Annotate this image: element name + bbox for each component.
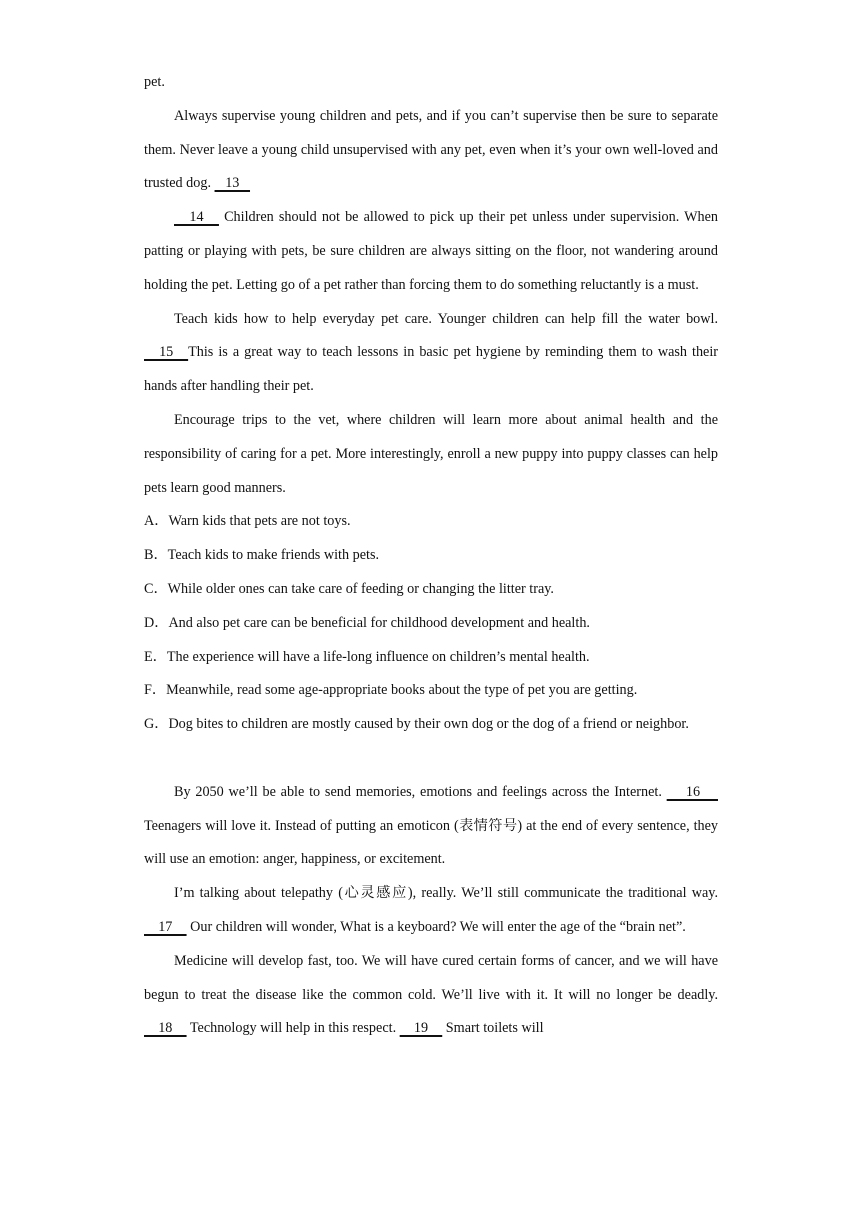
option-text: And also pet care can be beneficial for childhood development and health. xyxy=(168,614,590,631)
paragraph-text: This is a great way to teach lessons in basic pet hygiene by reminding them to wash their hands after handling their pet. xyxy=(144,344,719,395)
blank-14: 14 xyxy=(174,209,219,226)
option-letter: F． xyxy=(144,682,167,699)
paragraph-text: By 2050 we’ll be able to send memories, emotions and feelings across the Internet. xyxy=(174,783,667,800)
paragraph-text: I’m talking about telepathy (心灵感应), really. We’ll still communicate the traditional way. xyxy=(174,885,718,902)
option-g xyxy=(144,708,718,742)
option-letter: B． xyxy=(144,547,168,564)
option-c xyxy=(144,573,718,607)
paragraph-2050 xyxy=(144,776,718,877)
paragraph-text: Technology will help in this respect. xyxy=(186,1020,400,1037)
paragraph-continuation xyxy=(144,66,718,100)
option-a xyxy=(144,505,718,539)
paragraph-text: Children should not be allowed to pick up their pet unless under supervision. When patting or playing with pets, be sure children are always sitting on the floor, not wandering around holding the pet. Letting go of a pet rather than forcing them to do something reluctantly is a must. xyxy=(144,209,718,293)
paragraph-medicine xyxy=(144,945,718,1046)
option-text: While older ones can take care of feeding or changing the litter tray. xyxy=(167,580,554,597)
option-text: The experience will have a life-long influence on children’s mental health. xyxy=(166,648,590,665)
option-f xyxy=(144,674,718,708)
option-letter: E． xyxy=(144,648,167,665)
section-gap xyxy=(144,742,718,776)
paragraph-vet xyxy=(144,404,718,505)
blank-19: 19 xyxy=(399,1020,443,1037)
paragraph-text: Teenagers will love it. Instead of putting an emoticon (表情符号) at the end of every sentence, they will use an emotion: anger, happiness, or excitement. xyxy=(144,817,718,868)
option-letter: C． xyxy=(144,580,168,597)
blank-16: 16 xyxy=(666,783,718,800)
document-page xyxy=(144,66,718,1046)
blank-15: 15 xyxy=(144,344,189,361)
paragraph-pick-up xyxy=(144,201,718,302)
option-text: Dog bites to children are mostly caused by their own dog or the dog of a friend or neighbor. xyxy=(168,716,689,733)
paragraph-text: Smart toilets will xyxy=(442,1020,544,1037)
option-letter: G． xyxy=(144,716,169,733)
option-d xyxy=(144,607,718,641)
option-letter: D． xyxy=(144,614,169,631)
paragraph-text: Always supervise young children and pets, and if you can’t supervise then be sure to separate them. Never leave a young child unsupervised with any pet, even when it’s your own well-loved and trusted dog. xyxy=(144,107,718,192)
option-b xyxy=(144,539,718,573)
paragraph-text: pet. xyxy=(144,74,165,90)
paragraph-supervise xyxy=(144,100,718,201)
option-text: Teach kids to make friends with pets. xyxy=(167,547,380,564)
options-list xyxy=(144,505,718,742)
blank-17: 17 xyxy=(144,918,187,935)
paragraph-text: Our children will wonder, What is a keyboard? We will enter the age of the “brain net”. xyxy=(186,918,686,935)
paragraph-text: Encourage trips to the vet, where children will learn more about animal health and the responsibility of caring for a pet. More interestingly, enroll a new puppy into puppy classes can help pets learn good manners. xyxy=(144,411,718,496)
option-text: Meanwhile, read some age-appropriate books about the type of pet you are getting. xyxy=(166,682,638,699)
option-letter: A． xyxy=(144,513,169,530)
paragraph-pet-care xyxy=(144,303,718,404)
option-text: Warn kids that pets are not toys. xyxy=(168,513,351,530)
paragraph-telepathy xyxy=(144,877,718,945)
paragraph-text: Medicine will develop fast, too. We will have cured certain forms of cancer, and we will have begun to treat the disease like the common cold. We’ll live with it. It will no longer be deadly. xyxy=(144,952,718,1003)
option-e xyxy=(144,641,718,675)
blank-18: 18 xyxy=(144,1020,187,1037)
blank-13: 13 xyxy=(214,175,251,192)
paragraph-text: Teach kids how to help everyday pet care. Younger children can help fill the water bowl. xyxy=(174,310,718,327)
